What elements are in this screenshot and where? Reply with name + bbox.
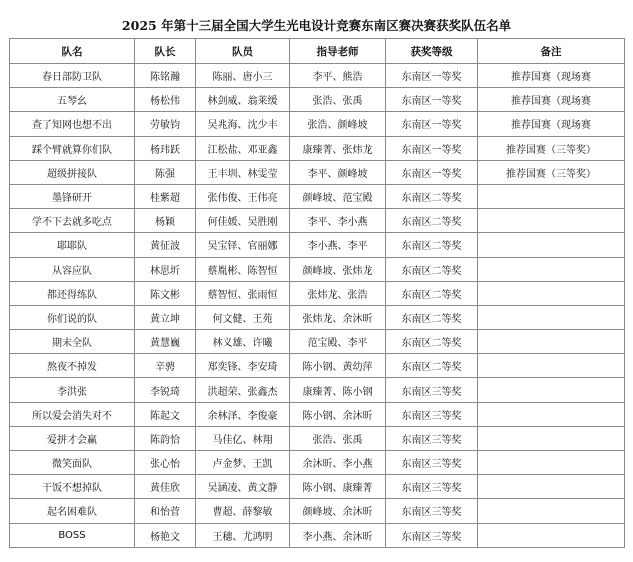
captain-cell: 张心怡: [135, 451, 196, 475]
members-cell: 曹超、薛黎敏: [196, 499, 290, 523]
members-cell: 何文健、王苑: [196, 305, 290, 329]
remarks-cell: 推荐国赛（现场赛: [478, 64, 625, 88]
award-level-cell: 东南区三等奖: [386, 378, 478, 402]
award-level-cell: 东南区二等奖: [386, 184, 478, 208]
members-cell: 陈丽、唐小三: [196, 64, 290, 88]
members-cell: 洪超荣、张鑫杰: [196, 378, 290, 402]
table-row: [10, 184, 625, 208]
members-cell: 王丰圳、林雯莹: [196, 160, 290, 184]
captain-cell: 陈铭瀚: [135, 64, 196, 88]
members-cell: 林剑威、翁莱缓: [196, 88, 290, 112]
award-level-cell: 东南区三等奖: [386, 426, 478, 450]
captain-cell: 辛骋: [135, 354, 196, 378]
award-level-cell: 东南区二等奖: [386, 257, 478, 281]
captain-cell: 杨颖: [135, 209, 196, 233]
advisors-cell: 李平、颜峰坡: [290, 160, 386, 184]
table-row: [10, 281, 625, 305]
team-name-cell: 所以爱会消失对不: [10, 402, 135, 426]
remarks-cell: [478, 184, 625, 208]
team-name-cell: 起名困难队: [10, 499, 135, 523]
table-body: [10, 64, 625, 548]
team-name-cell: BOSS: [10, 523, 135, 547]
header-captain: 队长: [135, 39, 196, 64]
table-row: [10, 136, 625, 160]
team-name-cell: 干饭不想掉队: [10, 475, 135, 499]
team-name-cell: 微笑面队: [10, 451, 135, 475]
table-row: [10, 426, 625, 450]
members-cell: 马佳亿、林翔: [196, 426, 290, 450]
table-row: [10, 378, 625, 402]
team-name-cell: 踩个臂就算你们队: [10, 136, 135, 160]
advisors-cell: 李平、李小燕: [290, 209, 386, 233]
award-level-cell: 东南区三等奖: [386, 499, 478, 523]
award-level-cell: 东南区一等奖: [386, 64, 478, 88]
table-header-row: [10, 39, 625, 64]
advisors-cell: 李小燕、余沐昕: [290, 523, 386, 547]
team-name-cell: 期末全队: [10, 330, 135, 354]
remarks-cell: [478, 281, 625, 305]
advisors-cell: 李平、熊浩: [290, 64, 386, 88]
award-table: [9, 38, 625, 548]
advisors-cell: 颜峰坡、张炜龙: [290, 257, 386, 281]
table-row: [10, 499, 625, 523]
captain-cell: 李锐琦: [135, 378, 196, 402]
award-level-cell: 东南区三等奖: [386, 451, 478, 475]
members-cell: 蔡智恒、张雨恒: [196, 281, 290, 305]
team-name-cell: 查了知网也想不出: [10, 112, 135, 136]
captain-cell: 劳敏钧: [135, 112, 196, 136]
team-name-cell: 春日部防卫队: [10, 64, 135, 88]
award-level-cell: 东南区二等奖: [386, 233, 478, 257]
award-level-cell: 东南区二等奖: [386, 354, 478, 378]
remarks-cell: 推荐国赛（三等奖）: [478, 136, 625, 160]
remarks-cell: [478, 378, 625, 402]
table-row: [10, 330, 625, 354]
remarks-cell: [478, 257, 625, 281]
table-row: [10, 354, 625, 378]
table-row: [10, 209, 625, 233]
team-name-cell: 学不下去就多吃点: [10, 209, 135, 233]
captain-cell: 桂紫超: [135, 184, 196, 208]
remarks-cell: [478, 402, 625, 426]
table-row: [10, 160, 625, 184]
members-cell: 吴涵凌、黄文静: [196, 475, 290, 499]
table-row: [10, 475, 625, 499]
team-name-cell: 五琴幺: [10, 88, 135, 112]
remarks-cell: 推荐国赛（三等奖）: [478, 160, 625, 184]
award-level-cell: 东南区二等奖: [386, 209, 478, 233]
advisors-cell: 张炜龙、余沐昕: [290, 305, 386, 329]
award-level-cell: 东南区一等奖: [386, 160, 478, 184]
captain-cell: 杨松伟: [135, 88, 196, 112]
team-name-cell: 都还得练队: [10, 281, 135, 305]
captain-cell: 林思圻: [135, 257, 196, 281]
header-members: 队员: [196, 39, 290, 64]
advisors-cell: 陈小钢、黄幼萍: [290, 354, 386, 378]
table-row: [10, 64, 625, 88]
members-cell: 余林泽、李俊豪: [196, 402, 290, 426]
header-remarks: 备注: [478, 39, 625, 64]
award-level-cell: 东南区三等奖: [386, 402, 478, 426]
remarks-cell: [478, 451, 625, 475]
award-level-cell: 东南区一等奖: [386, 112, 478, 136]
remarks-cell: [478, 475, 625, 499]
remarks-cell: 推荐国赛（现场赛: [478, 112, 625, 136]
advisors-cell: 陈小钢、余沐昕: [290, 402, 386, 426]
team-name-cell: 李洪张: [10, 378, 135, 402]
award-level-cell: 东南区三等奖: [386, 475, 478, 499]
team-name-cell: 墨锋研开: [10, 184, 135, 208]
members-cell: 林义雄、许曦: [196, 330, 290, 354]
advisors-cell: 张浩、张禹: [290, 88, 386, 112]
advisors-cell: 张浩、张禹: [290, 426, 386, 450]
table-row: [10, 305, 625, 329]
award-level-cell: 东南区一等奖: [386, 136, 478, 160]
captain-cell: 杨艳文: [135, 523, 196, 547]
document-title: 2025 年第十三届全国大学生光电设计竞赛东南区赛决赛获奖队伍名单: [121, 18, 512, 33]
team-name-cell: 你们说的队: [10, 305, 135, 329]
members-cell: 吴宝铎、官丽娜: [196, 233, 290, 257]
captain-cell: 陈起文: [135, 402, 196, 426]
advisors-cell: 陈小钢、康臻菁: [290, 475, 386, 499]
captain-cell: 杨玮跃: [135, 136, 196, 160]
captain-cell: 和怡菅: [135, 499, 196, 523]
award-level-cell: 东南区三等奖: [386, 523, 478, 547]
members-cell: 卢金梦、王凯: [196, 451, 290, 475]
team-name-cell: 耶耶队: [10, 233, 135, 257]
members-cell: 郑奕锋、李安琦: [196, 354, 290, 378]
advisors-cell: 张浩、颜峰坡: [290, 112, 386, 136]
members-cell: 吴兆海、沈少丰: [196, 112, 290, 136]
table-row: [10, 88, 625, 112]
captain-cell: 陈文彬: [135, 281, 196, 305]
table-row: [10, 523, 625, 547]
remarks-cell: [478, 354, 625, 378]
header-team-name: 队名: [10, 39, 135, 64]
advisors-cell: 康臻菁、张炜龙: [290, 136, 386, 160]
members-cell: 张伟俊、王伟亮: [196, 184, 290, 208]
captain-cell: 陈强: [135, 160, 196, 184]
captain-cell: 黄佳欣: [135, 475, 196, 499]
remarks-cell: [478, 233, 625, 257]
remarks-cell: 推荐国赛（现场赛: [478, 88, 625, 112]
members-cell: 王穗、尤鸿明: [196, 523, 290, 547]
remarks-cell: [478, 499, 625, 523]
award-level-cell: 东南区二等奖: [386, 305, 478, 329]
table-row: [10, 112, 625, 136]
table-row: [10, 402, 625, 426]
table-row: [10, 233, 625, 257]
remarks-cell: [478, 523, 625, 547]
award-level-cell: 东南区一等奖: [386, 88, 478, 112]
members-cell: 蔡胤彬、陈智恒: [196, 257, 290, 281]
advisors-cell: 颜峰坡、范宝殿: [290, 184, 386, 208]
members-cell: 江松盐、邓亚鑫: [196, 136, 290, 160]
captain-cell: 陈韵恰: [135, 426, 196, 450]
remarks-cell: [478, 330, 625, 354]
team-name-cell: 熬夜不掉发: [10, 354, 135, 378]
captain-cell: 黄立坤: [135, 305, 196, 329]
award-level-cell: 东南区二等奖: [386, 330, 478, 354]
remarks-cell: [478, 426, 625, 450]
captain-cell: 黄慧巍: [135, 330, 196, 354]
header-advisors: 指导老师: [290, 39, 386, 64]
remarks-cell: [478, 209, 625, 233]
table-row: [10, 451, 625, 475]
advisors-cell: 李小燕、李平: [290, 233, 386, 257]
award-level-cell: 东南区二等奖: [386, 281, 478, 305]
advisors-cell: 余沐昕、李小燕: [290, 451, 386, 475]
table-row: [10, 257, 625, 281]
team-name-cell: 爱拼才会赢: [10, 426, 135, 450]
advisors-cell: 颜峰坡、余沐昕: [290, 499, 386, 523]
header-award-level: 获奖等级: [386, 39, 478, 64]
captain-cell: 黄征波: [135, 233, 196, 257]
advisors-cell: 张炜龙、张浩: [290, 281, 386, 305]
advisors-cell: 范宝殿、李平: [290, 330, 386, 354]
members-cell: 何佳媛、吴胜刚: [196, 209, 290, 233]
team-name-cell: 从容应队: [10, 257, 135, 281]
advisors-cell: 康臻菁、陈小钢: [290, 378, 386, 402]
remarks-cell: [478, 305, 625, 329]
team-name-cell: 超级拼接队: [10, 160, 135, 184]
